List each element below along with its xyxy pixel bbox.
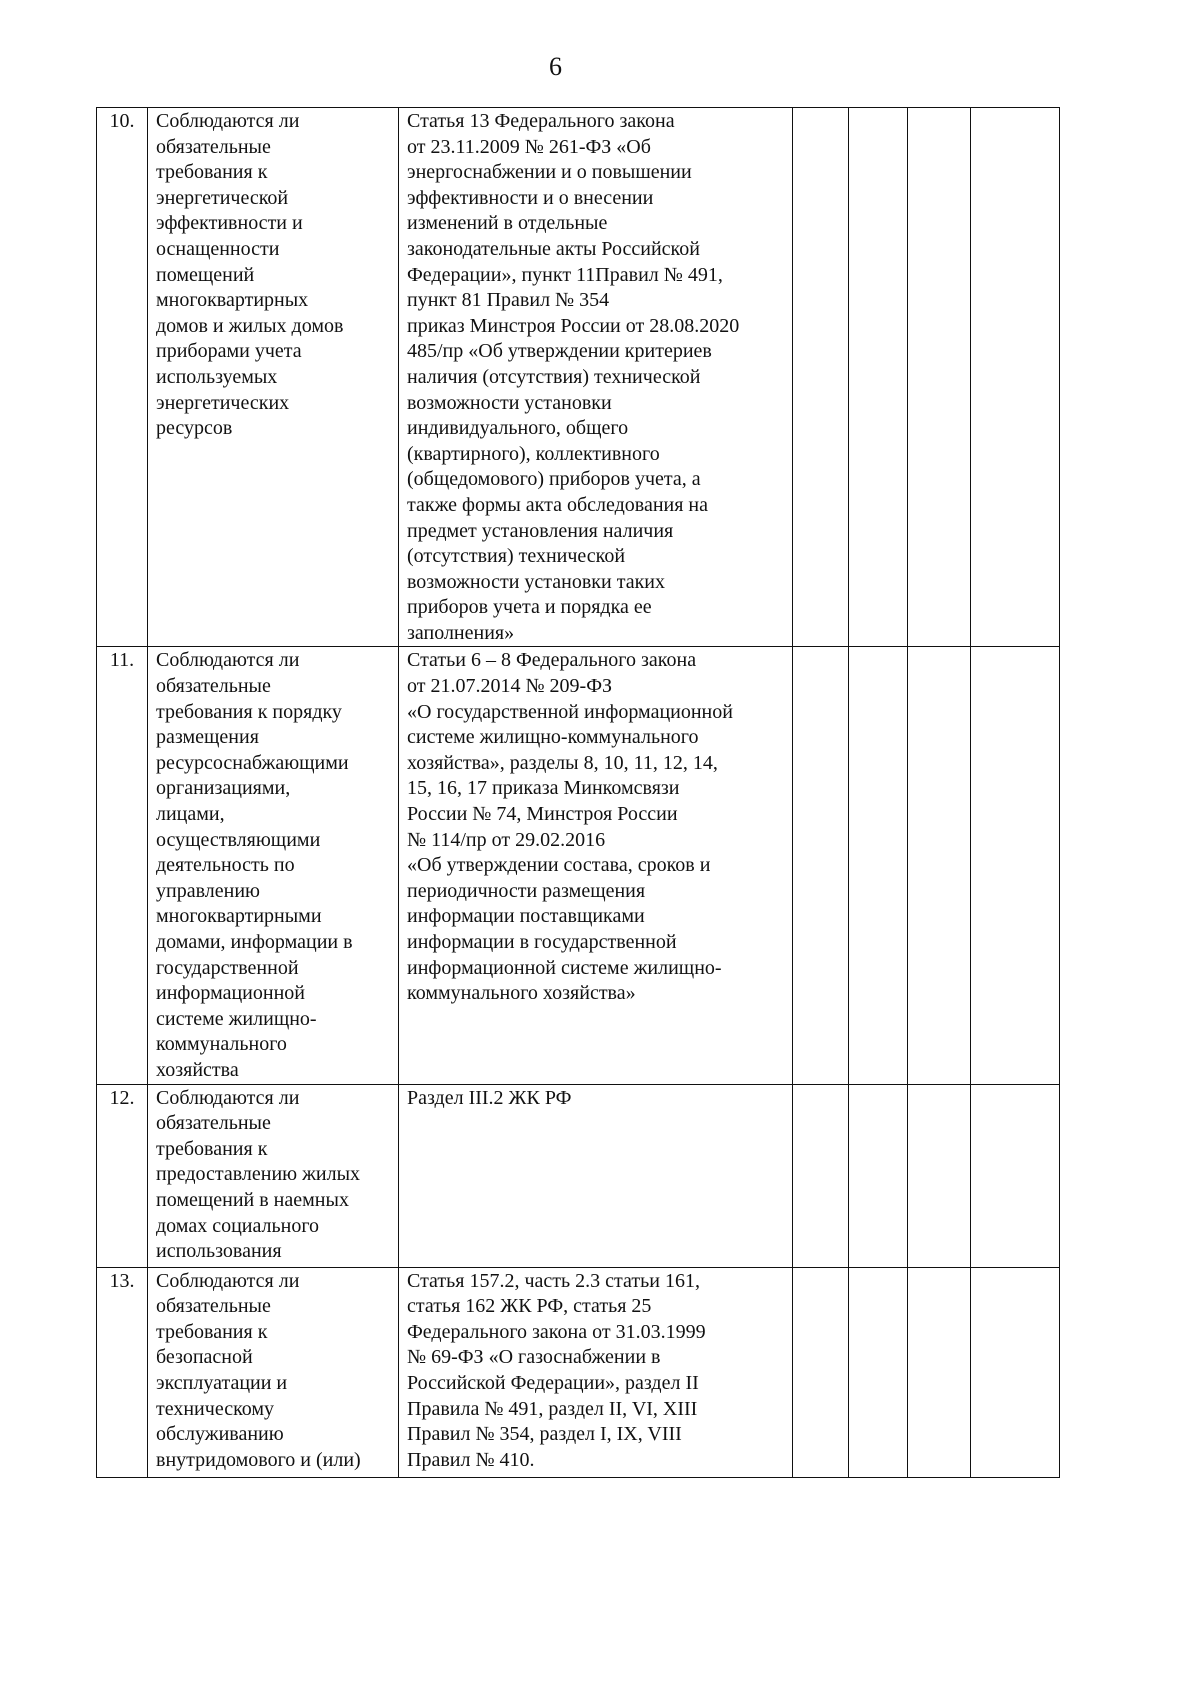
legal-basis: Статья 157.2, часть 2.3 статьи 161, статья 162 ЖК РФ, статья 25 Федерального закона от 31.03.1999 № 69-ФЗ «О газоснабжении в Российской Федерации», раздел II Правила № 491, раздел II, VI, XIII Правил № 354, раздел I, IX, VIII Правил № 410. [399,1267,793,1477]
answer-cell [849,1084,908,1267]
row-number: 11. [97,647,148,1084]
checklist-table [96,107,1060,1478]
answer-cell [849,1267,908,1477]
table-row [97,647,1060,1084]
row-number: 13. [97,1267,148,1477]
answer-cell [908,108,971,647]
note-cell [971,108,1060,647]
table-row [97,1084,1060,1267]
page-number: 6 [549,52,562,81]
row-number: 10. [97,108,148,647]
answer-cell [793,1084,849,1267]
answer-cell [793,108,849,647]
answer-cell [908,1267,971,1477]
answer-cell [849,647,908,1084]
note-cell [971,647,1060,1084]
table-row [97,1267,1060,1477]
answer-cell [793,647,849,1084]
requirement-question: Соблюдаются ли обязательные требования к безопасной эксплуатации и техническому обслуживанию внутридомового и (или) [148,1267,399,1477]
legal-basis: Раздел III.2 ЖК РФ [399,1084,793,1267]
answer-cell [908,647,971,1084]
row-number: 12. [97,1084,148,1267]
answer-cell [793,1267,849,1477]
note-cell [971,1084,1060,1267]
table-row [97,108,1060,647]
legal-basis: Статьи 6 – 8 Федерального закона от 21.07.2014 № 209-ФЗ «О государственной информационной системе жилищно-коммунального хозяйства», разделы 8, 10, 11, 12, 14, 15, 16, 17 приказа Минкомсвязи России № 74, Минстроя России № 114/пр от 29.02.2016 «Об утверждении состава, сроков и периодичности размещения информации поставщиками информации в государственной информационной системе жилищно- коммунального хозяйства» [399,647,793,1084]
requirement-question: Соблюдаются ли обязательные требования к порядку размещения ресурсоснабжающими организациями, лицами, осуществляющими деятельность по управлению многоквартирными домами, информации в государственной информационной системе жилищно- коммунального хозяйства [148,647,399,1084]
answer-cell [908,1084,971,1267]
legal-basis: Статья 13 Федерального закона от 23.11.2009 № 261-ФЗ «Об энергоснабжении и о повышении эффективности и о внесении изменений в отдельные законодательные акты Российской Федерации», пункт 11Правил № 491, пункт 81 Правил № 354 приказ Минстроя России от 28.08.2020 485/пр «Об утверждении критериев наличия (отсутствия) технической возможности установки индивидуального, общего (квартирного), коллективного (общедомового) приборов учета, а также формы акта обследования на предмет установления наличия (отсутствия) технической возможности установки таких приборов учета и порядка ее заполнения» [399,108,793,647]
note-cell [971,1267,1060,1477]
requirement-question: Соблюдаются ли обязательные требования к энергетической эффективности и оснащенности помещений многоквартирных домов и жилых домов приборами учета используемых энергетических ресурсов [148,108,399,647]
requirement-question: Соблюдаются ли обязательные требования к предоставлению жилых помещений в наемных домах социального использования [148,1084,399,1267]
answer-cell [849,108,908,647]
